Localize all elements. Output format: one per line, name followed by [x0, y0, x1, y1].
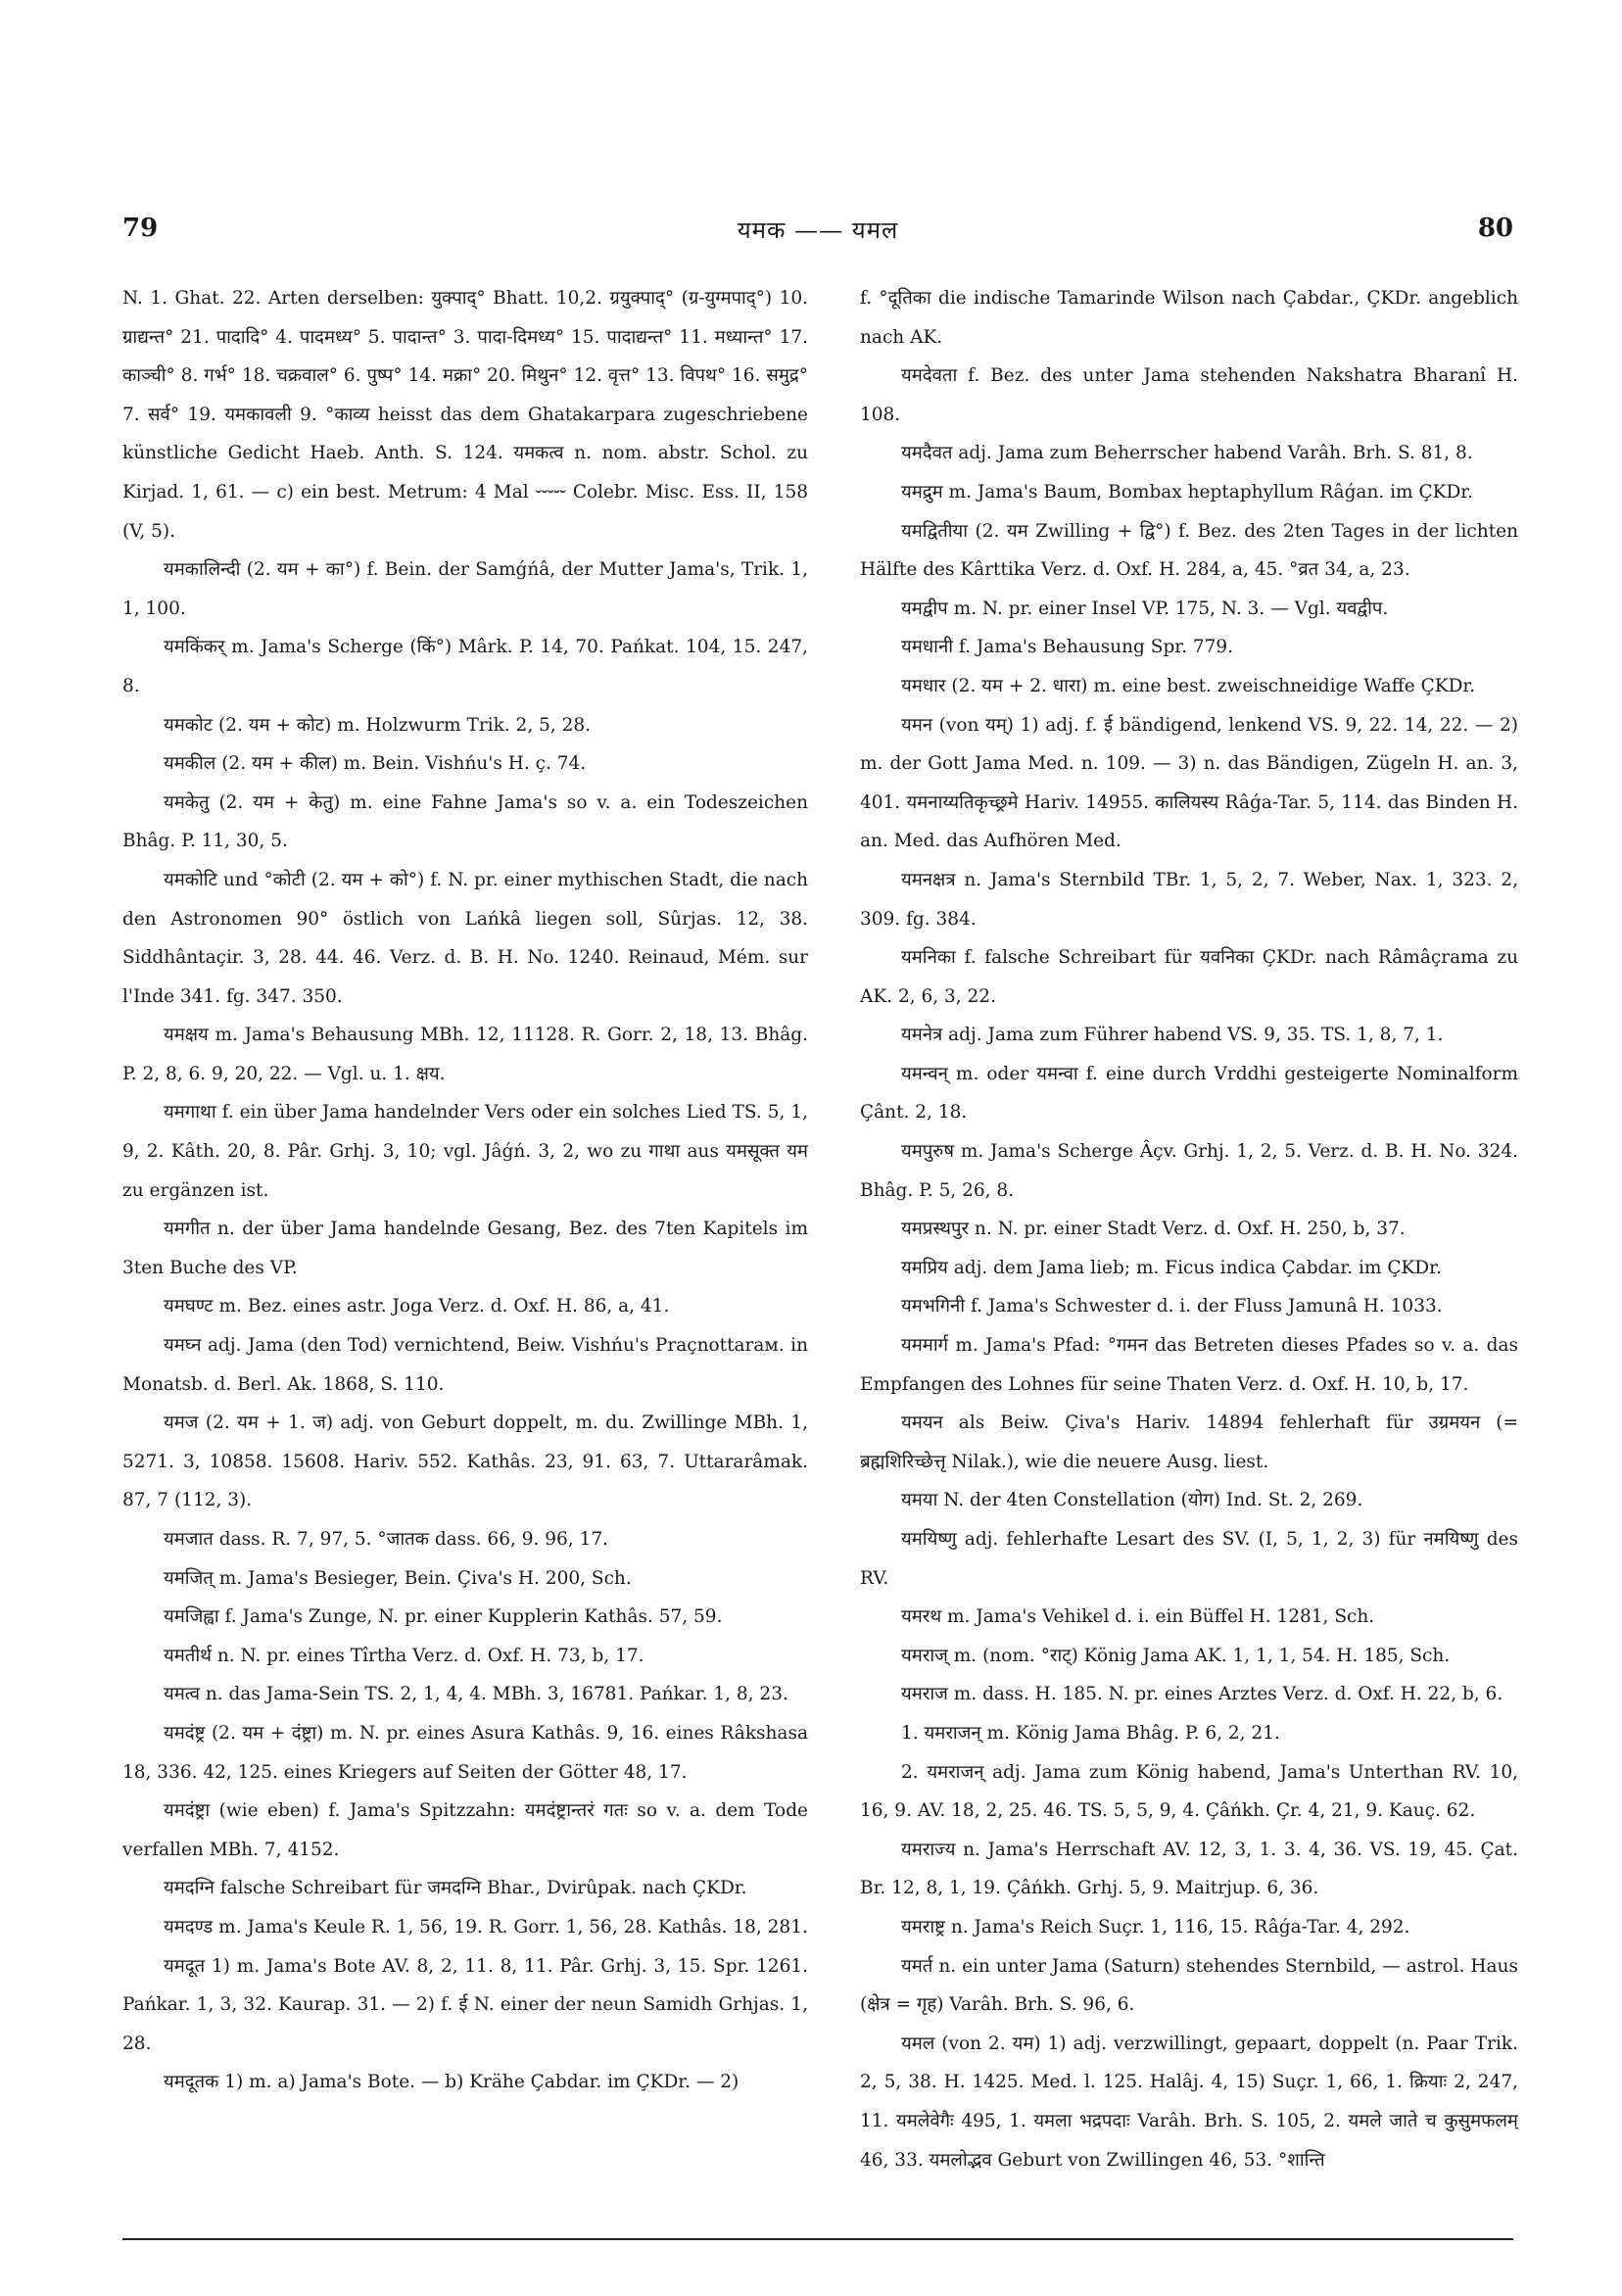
footer-rule [122, 2238, 1513, 2240]
dictionary-entry: यमराष्ट्र n. Jama's Reich Suçr. 1, 116, 15. Râǵa-Tar. 4, 292. [901, 1916, 1410, 1937]
dictionary-entry: यमभगिनी f. Jama's Schwester d. i. der Fluss Jamunâ H. 1033. [901, 1296, 1443, 1317]
dictionary-entry: यमकोट (2. यम + कोट) m. Holzwurm Trik. 2, 5, 28. [164, 714, 592, 736]
dictionary-entry: यमघण्ट m. Bez. eines astr. Joga Verz. d. Oxf. H. 86, a, 41. [164, 1296, 670, 1317]
dictionary-entry: यमनेत्र adj. Jama zum Führer habend VS. 9, 35. TS. 1, 8, 7, 1. [901, 1025, 1444, 1046]
dictionary-entry: यमयन als Beiw. Çiva's Hariv. 14894 fehlerhaft für उग्रमयन (= ब्रह्मशिरिच्छेत्तृ Nilak.), wie die neuere Ausg. liest. [860, 1412, 1518, 1472]
dictionary-entry: यमतीर्थ n. N. pr. eines Tîrtha Verz. d. Oxf. H. 73, b, 17. [164, 1645, 644, 1666]
dictionary-entry: यमजात dass. R. 7, 97, 5. °जातक dass. 66, 9. 96, 17. [164, 1529, 608, 1550]
dictionary-entry: यमराज m. dass. H. 185. N. pr. eines Arztes Verz. d. Oxf. H. 22, b, 6. [901, 1684, 1503, 1705]
dictionary-entry: यमयिष्णु adj. fehlerhafte Lesart des SV. (I, 5, 1, 2, 3) für नमयिष्णु des RV. [860, 1529, 1518, 1589]
left-page-number: 79 [122, 214, 159, 243]
dictionary-entry: यमदेवता f. Bez. des unter Jama stehenden Nakshatra Bharanî H. 108. [860, 365, 1518, 425]
dictionary-entry: यमधार (2. यम + 2. धारा) m. eine best. zweischneidige Waffe ÇKDr. [901, 675, 1476, 696]
dictionary-entry: यमनक्षत्र n. Jama's Sternbild TBr. 1, 5, 2, 7. Weber, Nax. 1, 323. 2, 309. fg. 384. [860, 869, 1518, 930]
dictionary-entry: यमन (von यम्) 1) adj. f. ई bändigend, lenkend VS. 9, 22. 14, 22. — 2) m. der Gott Jama Med. n. 109. — 3) n. das Bändigen, Zügeln H. an. 3, 401. यमनाय्यतिकृच्छ्रमे Hariv. 14955. कालियस्य Râǵa-Tar. 5, 114. das Binden H. an. Med. das Aufhören Med. [860, 714, 1518, 852]
dictionary-entry: यमधानी f. Jama's Behausung Spr. 779. [901, 637, 1234, 658]
dictionary-entry: यमद्रुम m. Jama's Baum, Bombax heptaphyllum Râǵan. im ÇKDr. [901, 481, 1473, 502]
dictionary-entry: यमपुरुष m. Jama's Scherge Âçv. Grhj. 1, 2, 5. Verz. d. B. H. No. 324. Bhâg. P. 5, 26, 8. [860, 1141, 1518, 1201]
dictionary-entry: यमघ्न adj. Jama (den Tod) vernichtend, Beiw. Vishńu's Praçnottaraм. in Monatsb. d. Berl. Ak. 1868, S. 110. [122, 1335, 808, 1395]
dictionary-entry: यमदूत 1) m. Jama's Bote AV. 8, 2, 11. 8, 11. Pâr. Grhj. 3, 15. Spr. 1261. Pańkar. 1, 3, 32. Kaurap. 31. — 2) f. ई N. einer der neun Samidh Grhjas. 1, 28. [122, 1955, 808, 2054]
dictionary-entry: यमकालिन्दी (2. यम + का°) f. Bein. der Samǵńâ, der Mutter Jama's, Trik. 1, 1, 100. [122, 559, 808, 619]
dictionary-entry: यमद्वीप m. N. pr. einer Insel VP. 175, N. 3. — Vgl. यवद्वीप. [901, 598, 1389, 619]
running-headword: यमक —— यमल [737, 216, 899, 244]
dictionary-entry: N. 1. Ghat. 22. Arten derselben: युक्पाद्° Bhatt. 10,2. ग्रयुक्पाद्° (ग्र-युग्मपाद्°) 10. ग्राद्यन्त° 21. पादादि° 4. पादमध्य° 5. पादान्त° 3. पादा-दिमध्य° 15. पादाद्यन्त° 11. मध्यान्त° 17. काञ्ची° 8. गर्भ° 18. चक्रवाल° 6. पुष्प° 14. मक्रा° 20. मिथुन° 12. वृत्त° 13. विपथ° 16. समुद्र° 7. सर्व° 19. यमकावली 9. °काव्य heisst das dem Ghatakarpara zugeschriebene künstliche Gedicht Haeb. Anth. S. 124. यमकत्व n. nom. abstr. Schol. zu Kirjad. 1, 61. — c) ein best. Metrum: 4 Mal ⏑⏑⏑⏑⏑ Colebr. Misc. Ess. II, 158 (V, 5). [122, 288, 808, 542]
dictionary-entry: यममार्ग m. Jama's Pfad: °गमन das Betreten dieses Pfades so v. a. das Empfangen des Lohnes für seine Thaten Verz. d. Oxf. H. 10, b, 17. [860, 1335, 1518, 1395]
right-column [860, 279, 1518, 2228]
dictionary-entry: यमज (2. यम + 1. ज) adj. von Geburt doppelt, m. du. Zwillinge MBh. 1, 5271. 3, 10858. 15608. Hariv. 552. Kathâs. 23, 91. 63, 7. Uttararâmak. 87, 7 (112, 3). [122, 1412, 808, 1511]
dictionary-entry: यमकेतु (2. यम + केतु) m. eine Fahne Jama's so v. a. ein Todeszeichen Bhâg. P. 11, 30, 5. [122, 791, 808, 852]
dictionary-entry: यमप्रस्थपुर n. N. pr. einer Stadt Verz. d. Oxf. H. 250, b, 37. [901, 1219, 1406, 1240]
dictionary-entry: यमजिह्वा f. Jama's Zunge, N. pr. einer Kupplerin Kathâs. 57, 59. [164, 1606, 723, 1628]
dictionary-entry: यमनिका f. falsche Schreibart für यवनिका ÇKDr. nach Râmâçrama zu AK. 2, 6, 3, 22. [860, 947, 1518, 1007]
dictionary-entry: यमर्त n. ein unter Jama (Saturn) stehendes Sternbild, — astrol. Haus (क्षेत्र = गृह) Varâh. Brh. S. 96, 6. [860, 1955, 1518, 2016]
dictionary-entry: यमराज् m. (nom. °राट्) König Jama AK. 1, 1, 1, 54. H. 185, Sch. [901, 1645, 1451, 1666]
dictionary-entry: यमदंष्ट्र (2. यम + दंष्ट्रा) m. N. pr. eines Asura Kathâs. 9, 16. eines Râkshasa 18, 336. 42, 125. eines Kriegers auf Seiten der Götter 48, 17. [122, 1722, 808, 1783]
dictionary-entry: यमप्रिय adj. dem Jama lieb; m. Ficus indica Çabdar. im ÇKDr. [901, 1257, 1442, 1278]
right-page-number: 80 [1477, 214, 1513, 243]
dictionary-entry: यमद्वितीया (2. यम Zwilling + द्वि°) f. Bez. des 2ten Tages in der lichten Hälfte des Kârttika Verz. d. Oxf. H. 284, a, 45. °व्रत 34, a, 23. [860, 520, 1518, 581]
dictionary-entry: यमदण्ड m. Jama's Keule R. 1, 56, 19. R. Gorr. 1, 56, 28. Kathâs. 18, 281. [164, 1916, 808, 1937]
dictionary-entry: यमक्षय m. Jama's Behausung MBh. 12, 11128. R. Gorr. 2, 18, 13. Bhâg. P. 2, 8, 6. 9, 20, 22. — Vgl. u. 1. क्षय. [122, 1025, 808, 1084]
dictionary-entry: यमजित् m. Jama's Besieger, Bein. Çiva's H. 200, Sch. [164, 1567, 632, 1589]
page-header [122, 214, 1513, 253]
dictionary-entry: यमगाथा f. ein über Jama handelnder Vers oder ein solches Lied TS. 5, 1, 9, 2. Kâth. 20, 8. Pâr. Grhj. 3, 10; vgl. Jâǵń. 3, 2, wo zu गाथा aus यमसूक्त यम zu ergänzen ist. [122, 1102, 808, 1201]
dictionary-entry: f. °दूतिका die indische Tamarinde Wilson nach Çabdar., ÇKDr. angeblich nach AK. [860, 288, 1518, 348]
dictionary-entry: यमगीत n. der über Jama handelnde Gesang, Bez. des 7ten Kapitels im 3ten Buche des VP. [122, 1219, 808, 1278]
left-column [122, 279, 808, 2228]
dictionary-entry: यमकिंकर् m. Jama's Scherge (किं°) Mârk. P. 14, 70. Pańkat. 104, 15. 247, 8. [122, 637, 808, 696]
dictionary-entry: यमत्व n. das Jama-Sein TS. 2, 1, 4, 4. MBh. 3, 16781. Pańkar. 1, 8, 23. [164, 1684, 788, 1705]
dictionary-entry: यमकोटि und °कोटी (2. यम + को°) f. N. pr. einer mythischen Stadt, die nach den Astronomen 90° östlich von Lańkâ liegen soll, Sûrjas. 12, 38. Siddhântaçir. 3, 28. 44. 46. Verz. d. B. H. No. 1240. Reinaud, Mém. sur l'Inde 341. fg. 347. 350. [122, 869, 808, 1007]
dictionary-entry: यमदैवत adj. Jama zum Beherrscher habend Varâh. Brh. S. 81, 8. [901, 443, 1473, 464]
dictionary-entry: यमन्वन् m. oder यमन्वा f. eine durch Vrddhi gesteigerte Nominalform Çânt. 2, 18. [860, 1063, 1518, 1124]
dictionary-entry: यमया N. der 4ten Constellation (योग) Ind. St. 2, 269. [901, 1490, 1363, 1511]
dictionary-entry: यमदंष्ट्रा (wie eben) f. Jama's Spitzzahn: यमदंष्ट्रान्तरं गतः so v. a. dem Tode verfallen MBh. 7, 4152. [122, 1800, 808, 1860]
dictionary-entry: यमल (von 2. यम) 1) adj. verzwillingt, gepaart, doppelt (n. Paar Trik. 2, 5, 38. H. 1425. Med. l. 125. Halâj. 4, 15) Suçr. 1, 66, 1. क्रियाः 2, 247, 11. यमलेवेगैः 495, 1. यमला भद्रपदाः Varâh. Brh. S. 105, 2. यमले जाते च कुसुमफलम् 46, 33. यमलोद्भव Geburt von Zwillingen 46, 53. °शान्ति [860, 2033, 1518, 2171]
dictionary-entry: यमदूतक 1) m. a) Jama's Bote. — b) Krähe Çabdar. im ÇKDr. — 2) [164, 2072, 739, 2093]
dictionary-entry: यमकील (2. यम + कील) m. Bein. Vishńu's H. ç. 74. [164, 753, 587, 775]
dictionary-entry: 1. यमराजन् m. König Jama Bhâg. P. 6, 2, 21. [901, 1722, 1280, 1744]
dictionary-entry: यमरथ m. Jama's Vehikel d. i. ein Büffel H. 1281, Sch. [901, 1606, 1375, 1628]
dictionary-entry: 2. यमराजन् adj. Jama zum König habend, Jama's Unterthan RV. 10, 16, 9. AV. 18, 2, 25. 46. TS. 5, 5, 9, 4. Çâńkh. Çr. 4, 21, 9. Kauç. 62. [860, 1761, 1518, 1822]
dictionary-entry: यमराज्य n. Jama's Herrschaft AV. 12, 3, 1. 3. 4, 36. VS. 19, 45. Çat. Br. 12, 8, 1, 19. Çâńkh. Grhj. 5, 9. Maitrjup. 6, 36. [860, 1839, 1518, 1899]
dictionary-entry: यमदग्नि falsche Schreibart für जमदग्नि Bhar., Dvirûpak. nach ÇKDr. [164, 1878, 747, 1899]
